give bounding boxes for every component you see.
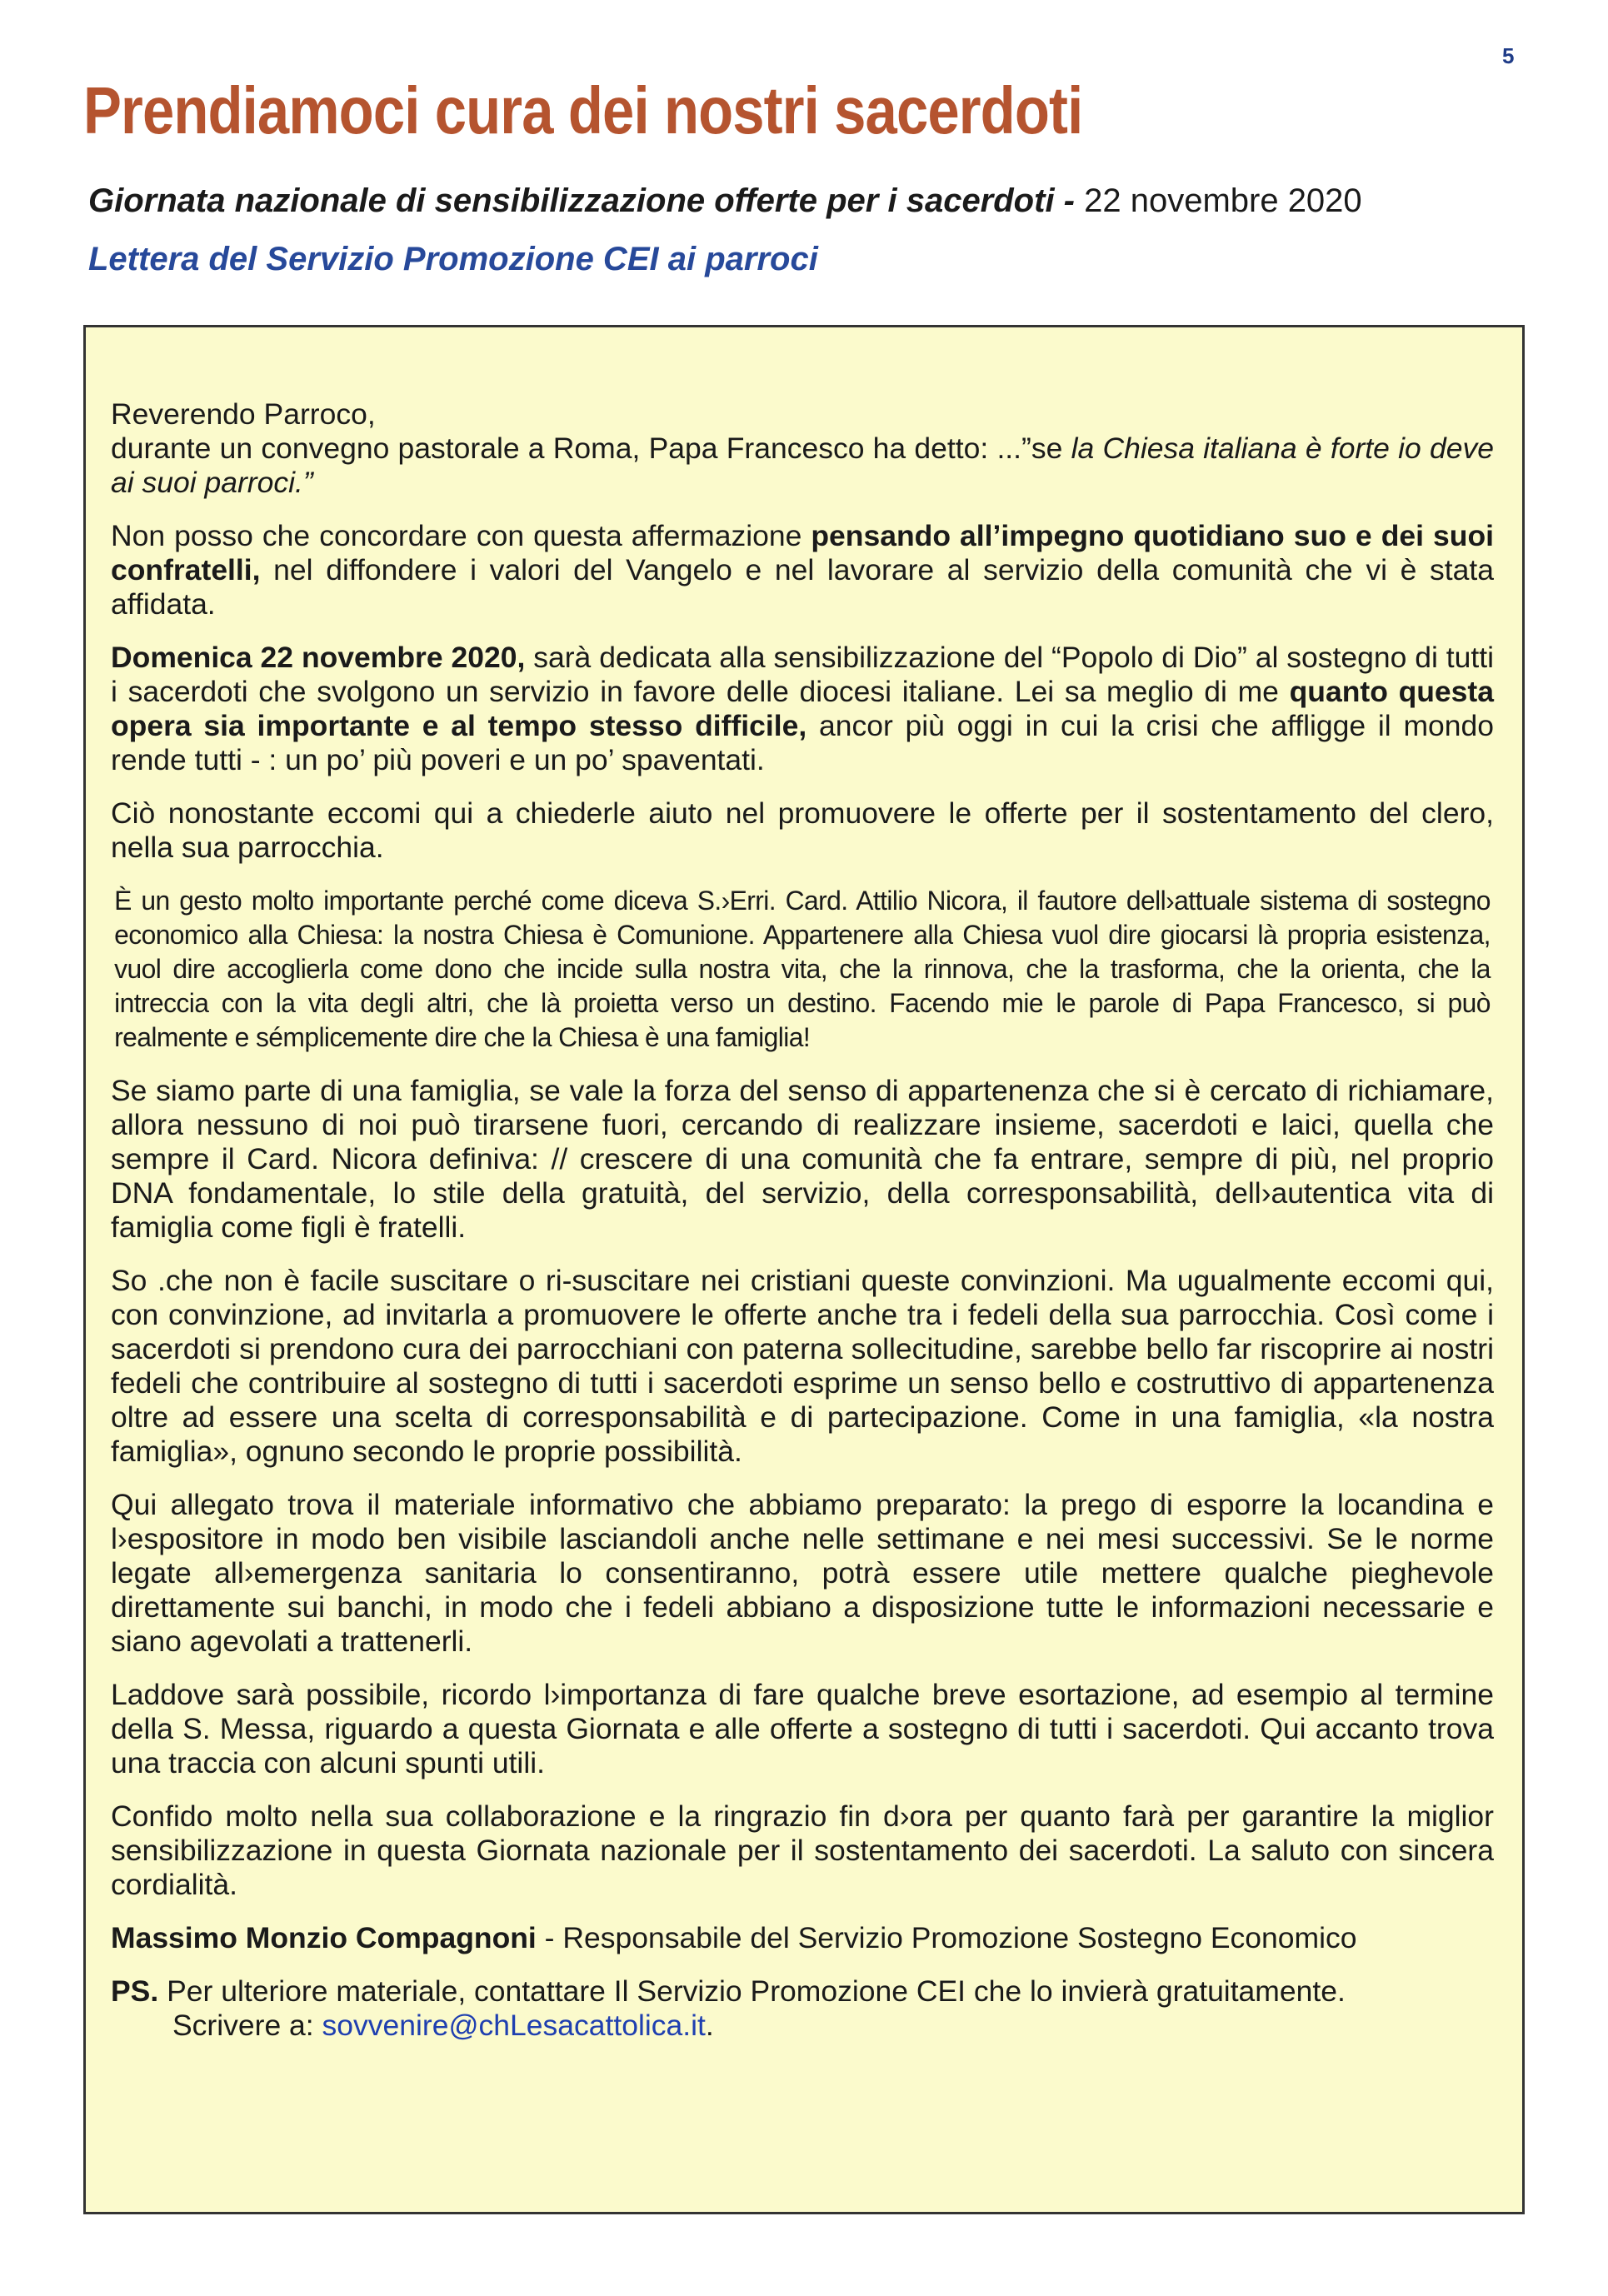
event-name: Giornata nazionale di sensibilizzazione offerte per i sacerdoti - <box>88 182 1075 219</box>
letter-subtitle: Lettera del Servizio Promozione CEI ai parroci <box>88 241 818 277</box>
letter-paragraph-5: È un gesto molto importante perché come diceva S.›Erri. Card. Attilio Nicora, il fautore dell›attuale sistema di sostegno economico alla Chiesa: la nostra Chiesa è Comunione. Appartenere alla Chiesa vuol dire giocarsi là propria esistenza, vuol dire accoglierla come dono che incide sulla nostra vita, che la rinnova, che la trasforma, che la orienta, che la intreccia con la vita degli altri, che là proietta verso un destino. Facendo mie le parole di Papa Francesco, si può realmente e sémplicemente dire che la Chiesa è una famiglia! <box>114 886 1491 1052</box>
letter-paragraph-10: Confido molto nella sua collaborazione e la ringrazio fin d›ora per quanto farà per garantire la miglior sensibilizzazione in questa Giornata nazionale per il sostentamento dei sacerdoti. La saluto con sincera cordialità. <box>111 1799 1494 1901</box>
paragraph-text: ancor più oggi in cui la crisi che affligge il mondo rende tutti - : un po’ più poveri e un po’ spaventati. <box>111 709 1495 776</box>
letter-signature <box>111 1921 1494 1955</box>
letter-paragraph-7: So .che non è facile suscitare o ri-suscitare nei cristiani queste convinzioni. Ma ugualmente eccomi qui, con convinzione, ad invitarla a promuovere le offerte anche tra i fedeli della sua parrocchia. Così come i sacerdoti si prendono cura dei parrocchiani con paterna sollecitudine, sarebbe bello far riscoprire ai nostri fedeli che contribuire al sostegno di tutti i sacerdoti esprime un senso bello e costruttivo di appartenenza oltre ad essere una scelta di corresponsabilità e di partecipazione. Come in una famiglia, «la nostra famiglia», ognuno secondo le proprie possibilità. <box>111 1264 1494 1468</box>
letter-paragraph-6: Se siamo parte di una famiglia, se vale la forza del senso di appartenenza che si è cercato di richiamare, allora nessuno di noi può tirarsene fuori, cercando di realizzare insieme, sacerdoti e laici, quella che sempre il Card. Nicora definiva: // crescere di una comunità che fa entrare, sempre di più, nel proprio DNA fondamentale, lo stile della gratuità, del servizio, della corresponsabilità, dell›autentica vita di famiglia come figli è fratelli. <box>111 1074 1494 1244</box>
paragraph-text: durante un convegno pastorale a Roma, Papa Francesco ha detto: ...”se <box>111 432 1071 465</box>
paragraph-text: Non posso che concordare con questa affermazione <box>111 519 811 552</box>
letter-paragraph-1 <box>111 432 1494 500</box>
signature-role: - Responsabile del Servizio Promozione Sostegno Economico <box>536 1921 1357 1954</box>
ps-label: PS. <box>111 1974 159 2008</box>
event-subtitle <box>88 181 1362 221</box>
email-link[interactable]: sovvenire@chLesacattolica.it <box>322 2009 706 2042</box>
letter-paragraph-2 <box>111 519 1494 621</box>
letter-paragraph-4: Ciò nonostante eccomi qui a chiederle aiuto nel promuovere le offerte per il sostentamento del clero, nella sua parrocchia. <box>111 796 1494 864</box>
event-date: 22 novembre 2020 <box>1074 182 1362 219</box>
ps-write-line <box>111 2009 714 2043</box>
ps-end: . <box>705 2009 714 2042</box>
pope-quote: la Chiesa italiana è forte io deve ai suoi parroci.” <box>111 432 1494 499</box>
letter-postscript <box>111 1974 1494 2043</box>
letter-paragraph-8: Qui allegato trova il materiale informativo che abbiamo preparato: la prego di esporre la locandina e l›espositore in modo ben visibile lasciandoli anche nelle settimane e nei mesi successivi. Se le norme legate all›emergenza sanitaria lo consentiranno, potrà essere utile mettere qualche pieghevole direttamente sui banchi, in modo che i fedeli abbiano a disposizione tutte le informazioni necessarie e siano agevolati a trattenerli. <box>111 1488 1494 1658</box>
signature-name: Massimo Monzio Compagnoni <box>111 1921 537 1954</box>
ps-write-label: Scrivere a: <box>172 2009 322 2042</box>
bold-date: Domenica 22 novembre 2020, <box>111 641 526 674</box>
letter-paragraph-9: Laddove sarà possibile, ricordo l›importanza di fare qualche breve esortazione, ad esempio al termine della S. Messa, riguardo a questa Giornata e alle offerte a sostegno di tutti i sacerdoti. Qui accanto trova una traccia con alcuni spunti utili. <box>111 1678 1494 1779</box>
bold-text: quanto questa opera sia importante e al tempo stesso difficile, <box>111 675 1494 742</box>
ps-text: Per ulteriore materiale, contattare Il Servizio Promozione CEI che lo invierà gratuitamente. <box>158 1974 1346 2008</box>
letter-greeting: Reverendo Parroco, <box>111 397 376 431</box>
letter-paragraph-3 <box>111 641 1494 777</box>
letter-box <box>83 325 1525 2214</box>
paragraph-text: nel diffondere i valori del Vangelo e nel lavorare al servizio della comunità che vi è stata affidata. <box>111 553 1494 621</box>
page-title: Prendiamoci cura dei nostri sacerdoti <box>83 73 1083 147</box>
paragraph-text: sarà dedicata alla sensibilizzazione del “Popolo di Dio” al sostegno di tutti i sacerdoti che svolgono un servizio in favore delle diocesi italiane. Lei sa meglio di me <box>111 641 1495 708</box>
bold-text: pensando all’impegno quotidiano suo e dei suoi confratelli, <box>111 519 1494 586</box>
page-number: 5 <box>1502 43 1515 68</box>
